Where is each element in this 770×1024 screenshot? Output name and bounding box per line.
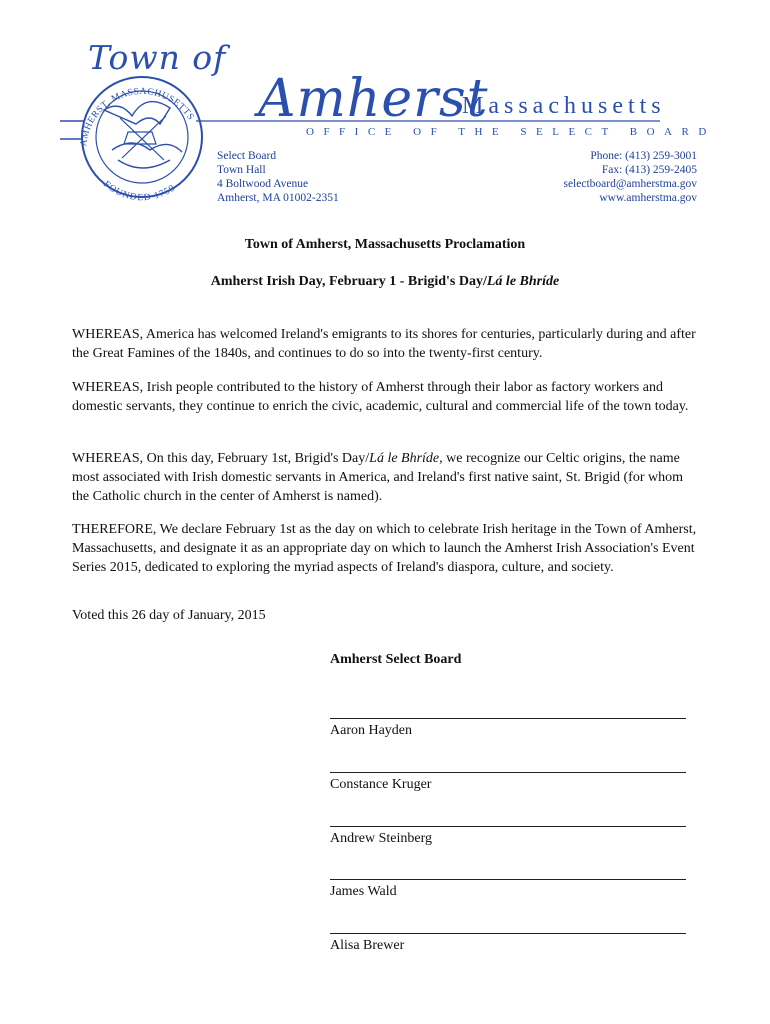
signature-line: Constance Kruger [330,772,686,793]
paragraph-text [72,449,702,506]
p3-after: , we recognize our Celtic origins, the name most associated with Irish domestic servants in America, and Ireland's first native saint, St. Brigid (for whom the Catholic church in the center of Amherst is named). [72,451,684,504]
town-seal [79,77,202,203]
paragraph-text: THEREFORE, We declare February 1st as the day on which to celebrate Irish heritage in the Town of Amherst, Massachusetts, and designate it as an appropriate day on which to launch the Amherst Irish Association's Event Series 2015, dedicated to exploring the myriad aspects of Ireland's diaspora, culture, and society. [72,522,697,575]
signature-line: Alisa Brewer [330,933,686,954]
paragraph-text: WHEREAS, Irish people contributed to the history of Amherst through their labor as factory workers and domestic servants, they continue to enrich the civic, academic, cultural and commercial life of the town today. [72,380,689,414]
whereas-paragraph-3 [72,449,702,506]
signature-line: Andrew Steinberg [330,826,686,847]
state-name: Massachusetts [462,93,666,119]
seal-text-top: AMHERST, MASSACHUSETTS [79,86,196,147]
select-board-heading: Amherst Select Board [330,652,462,667]
paragraph-text: WHEREAS, America has welcomed Ireland's emigrants to its shores for centuries, particularly during and after the Great Famines of the 1840s, and continues to do so into the twenty-first century. [72,327,696,361]
address-line: Town Hall [217,164,266,176]
phone: Phone: (413) 259-3001 [590,150,697,162]
contact-info [563,149,697,205]
amherst-script: Amherst [258,69,489,129]
therefore-paragraph [72,520,702,577]
office-name: OFFICE OF THE SELECT BOARD [306,126,716,138]
address-line: 4 Boltwood Avenue [217,178,309,190]
whereas-paragraph-2 [72,378,702,416]
voted-line [72,606,702,625]
email-link[interactable]: selectboard@amherstma.gov [563,178,697,190]
signature-line: Aaron Hayden [330,718,686,739]
whereas-paragraph-1 [72,325,702,363]
subtitle-irish: Lá le Bhríde [486,274,560,289]
document-subtitle [0,274,770,290]
fax: Fax: (413) 259-2405 [601,164,697,176]
seal-text-bottom: FOUNDED 1759 [101,179,178,204]
mailing-address [217,149,339,205]
signature-line: James Wald [330,879,686,900]
p3-before: WHEREAS, On this day, February 1st, Brigid's Day/ [72,451,370,466]
document-title: Town of Amherst, Massachusetts Proclamation [244,237,526,252]
address-line: Amherst, MA 01002-2351 [217,192,339,204]
address-line: Select Board [217,150,277,162]
website-link[interactable]: www.amherstma.gov [599,192,697,204]
p3-irish: Lá le Bhríde [369,451,440,466]
voted-text: Voted this 26 day of January, 2015 [72,608,266,623]
subtitle-text: Amherst Irish Day, February 1 - Brigid's Day/ [210,274,487,289]
town-of-script: Town of [88,38,227,77]
